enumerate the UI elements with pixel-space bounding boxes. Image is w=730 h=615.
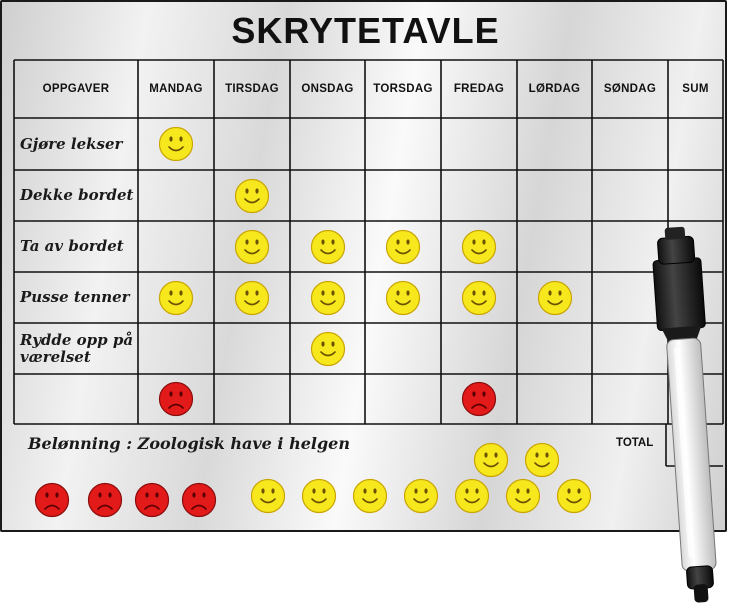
header-day: SØNDAG — [603, 83, 657, 95]
reward-text: Belønning : Zoologisk have i helgen — [28, 434, 350, 453]
header-day: ONSDAG — [301, 83, 354, 95]
header-day: TIRSDAG — [225, 83, 279, 95]
task-label: Dekke bordet — [20, 186, 134, 204]
header-tasks: OPPGAVER — [42, 83, 110, 95]
task-label: Gjøre lekser — [20, 134, 123, 153]
header-sum: SUM — [682, 83, 709, 95]
chart-title: SKRYTETAVLE — [231, 10, 500, 51]
task-label: Pusse tenner — [20, 288, 130, 306]
header-day: FREDAG — [453, 83, 505, 95]
header-day: TORSDAG — [373, 83, 433, 95]
total-label: TOTAL — [616, 437, 654, 449]
task-label: Ta av bordet — [20, 237, 124, 255]
header-day: LØRDAG — [528, 83, 581, 95]
header-day: MANDAG — [149, 83, 203, 95]
task-label: Rydde opp på værelset — [20, 330, 134, 366]
